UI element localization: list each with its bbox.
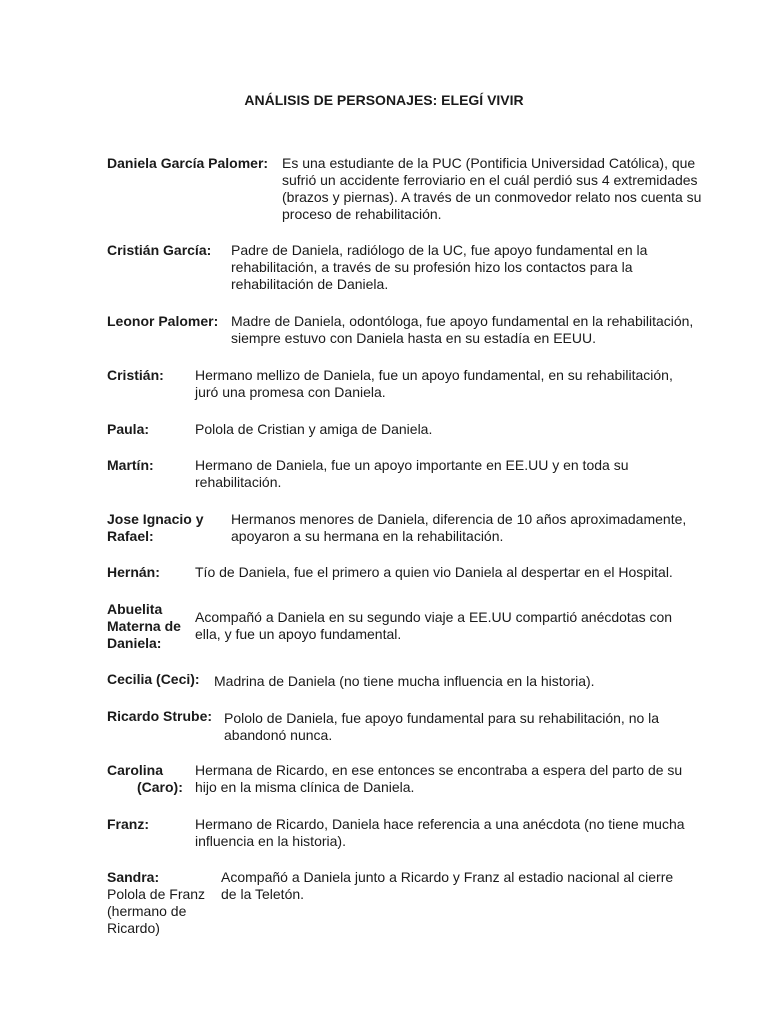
character-description: Madre de Daniela, odontóloga, fue apoyo fundamental en la rehabilitación, siempre estuvo con Daniela hasta en su estadía en EEUU. (231, 313, 694, 346)
character-name-line-2: (Caro): (137, 779, 183, 795)
character-name: Abuelita Materna de Daniela: (107, 601, 181, 651)
character-description: Hermanos menores de Daniela, diferencia de 10 años aproximadamente, apoyaron a su hermana en la rehabilitación. (231, 511, 687, 544)
character-description: Acompañó a Daniela en su segundo viaje a EE.UU compartió anécdotas con ella, y fue un apoyo fundamental. (195, 609, 673, 642)
character-name-note: Polola de Franz (hermano de Ricardo) (107, 886, 206, 936)
character-name-label: Sandra: (107, 869, 160, 885)
character-name: Cristián García: (107, 242, 212, 258)
character-name: Cristián: (107, 367, 164, 383)
character-name (107, 869, 217, 937)
character-name: Ricardo Strube: (107, 708, 213, 724)
character-name: Jose Ignacio y Rafael: (107, 511, 204, 544)
document-title: ANÁLISIS DE PERSONAJES: ELEGÍ VIVIR (244, 92, 524, 108)
character-name: Leonor Palomer: (107, 313, 219, 329)
character-description: Madrina de Daniela (no tiene mucha influencia en la historia). (214, 673, 595, 689)
character-description: Padre de Daniela, radiólogo de la UC, fue apoyo fundamental en la rehabilitación, a través de su profesión hizo los contactos para la rehabilitación de Daniela. (231, 242, 648, 292)
character-description: Es una estudiante de la PUC (Pontificia Universidad Católica), que sufrió un accidente ferroviario en el cuál perdió sus 4 extremidades (brazos y piernas). A través de un conmovedor relato nos cuenta su proceso de rehabilitación. (282, 155, 702, 222)
character-description: Hermano de Daniela, fue un apoyo importante en EE.UU y en toda su rehabilitación. (195, 457, 629, 490)
character-description: Tío de Daniela, fue el primero a quien vio Daniela al despertar en el Hospital. (195, 564, 673, 580)
character-name: Hernán: (107, 564, 160, 580)
character-description: Acompañó a Daniela junto a Ricardo y Franz al estadio nacional al cierre de la Teletón. (221, 869, 674, 902)
character-description: Hermano de Ricardo, Daniela hace referencia a una anécdota (no tiene mucha influencia en la historia). (195, 816, 685, 849)
character-name: Franz: (107, 816, 149, 832)
character-description: Pololo de Daniela, fue apoyo fundamental para su rehabilitación, no la abandonó nunca. (224, 710, 660, 743)
character-name: Cecilia (Ceci): (107, 671, 200, 687)
character-name: Martín: (107, 457, 154, 473)
character-description: Hermano mellizo de Daniela, fue un apoyo fundamental, en su rehabilitación, juró una promesa con Daniela. (195, 367, 673, 400)
character-name-line-1: Carolina (107, 762, 164, 778)
character-name: Daniela García Palomer: (107, 155, 269, 171)
character-name: Paula: (107, 421, 150, 437)
character-name (107, 762, 183, 796)
character-description: Hermana de Ricardo, en ese entonces se encontraba a espera del parto de su hijo en la misma clínica de Daniela. (195, 762, 683, 795)
character-description: Polola de Cristian y amiga de Daniela. (195, 421, 433, 437)
